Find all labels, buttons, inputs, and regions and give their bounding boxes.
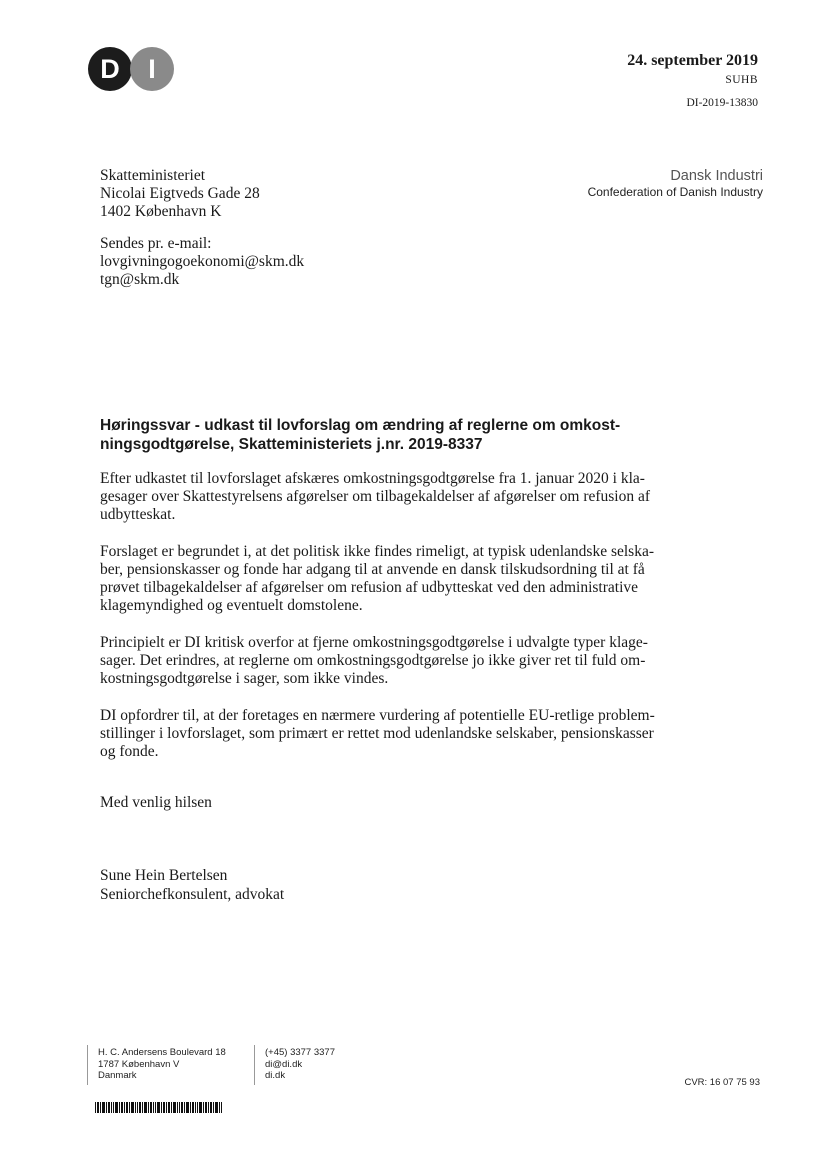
author-initials: SUHB [725,74,758,86]
body-paragraph [100,543,680,615]
footer-address-line: 1787 København V [98,1058,180,1070]
logo-letter-d: D [88,47,132,91]
footer-cvr: CVR: 16 07 75 93 [684,1077,760,1088]
footer-divider [87,1045,88,1085]
recipient-line: Skatteministeriet [100,167,206,184]
body-paragraph [100,707,680,761]
signer-title: Seniorchefkonsulent, advokat [100,886,285,903]
paragraph-line: udbytteskat. [100,506,176,523]
closing-greeting: Med venlig hilsen [100,794,212,811]
paragraph-line: kostningsgodtgørelse i sager, som ikke vindes. [100,670,389,687]
signer-name: Sune Hein Bertelsen [100,867,228,884]
org-name-danish: Dansk Industri [670,168,763,184]
recipient-address [100,167,260,221]
footer-email[interactable]: di@di.dk [265,1058,303,1070]
letter-subject [100,416,660,454]
subject-line: Høringssvar - udkast til lovforslag om ændring af reglerne om omkost- [100,417,621,434]
subject-line: ningsgodtgørelse, Skatteministeriets j.nr. 2019-8337 [100,436,483,453]
logo-letter-i: I [130,47,174,91]
reference-number: DI-2019-13830 [686,97,758,109]
organization-name [588,168,763,199]
signature-block [100,866,284,904]
letter-date: 24. september 2019 [627,52,758,69]
recipient-line: 1402 København K [100,203,222,220]
paragraph-line: Principielt er DI kritisk overfor at fjerne omkostningsgodtgørelse i udvalgte typer klage- [100,634,648,651]
paragraph-line: ber, pensionskasser og fonde har adgang til at anvende en dansk tilskudsordning til at få [100,561,645,578]
paragraph-line: prøvet tilbagekaldelser af afgørelser om refusion af udbytteskat ved den administrative [100,579,639,596]
body-paragraph [100,470,680,524]
barcode [95,1102,222,1113]
footer-contact [265,1047,335,1082]
footer-divider [254,1045,255,1085]
org-name-english: Confederation of Danish Industry [587,185,763,199]
paragraph-line: stillinger i lovforslaget, som primært er rettet mod udenlandske selskaber, pensionskasser [100,725,654,742]
paragraph-line: og fonde. [100,743,159,760]
paragraph-line: klagemyndighed og eventuelt domstolene. [100,597,363,614]
body-paragraph [100,634,680,688]
sendes-label: Sendes pr. e-mail: [100,235,212,252]
paragraph-line: gesager over Skattestyrelsens afgørelser om tilbagekaldelser af afgørelser om refusion af [100,488,651,505]
footer-phone: (+45) 3377 3377 [265,1047,335,1058]
di-logo [88,47,174,91]
footer-address-line: Danmark [98,1070,137,1081]
email-address[interactable]: tgn@skm.dk [100,271,180,288]
paragraph-line: DI opfordrer til, at der foretages en nærmere vurdering af potentielle EU-retlige problem- [100,707,655,724]
recipient-line: Nicolai Eigtveds Gade 28 [100,185,260,202]
footer-address-line: H. C. Andersens Boulevard 18 [98,1047,226,1058]
footer-website[interactable]: di.dk [265,1070,286,1081]
paragraph-line: Efter udkastet til lovforslaget afskæres omkostningsgodtgørelse fra 1. januar 2020 i kla- [100,470,645,487]
email-address[interactable]: lovgivningogoekonomi@skm.dk [100,253,305,270]
letter-meta [627,52,758,109]
paragraph-line: Forslaget er begrundet i, at det politisk ikke findes rimeligt, at typisk udenlandske selska- [100,543,655,560]
email-recipients [100,235,304,289]
paragraph-line: sager. Det erindres, at reglerne om omkostningsgodtgørelse jo ikke giver ret til fuld om- [100,652,646,669]
footer-address [98,1047,226,1082]
